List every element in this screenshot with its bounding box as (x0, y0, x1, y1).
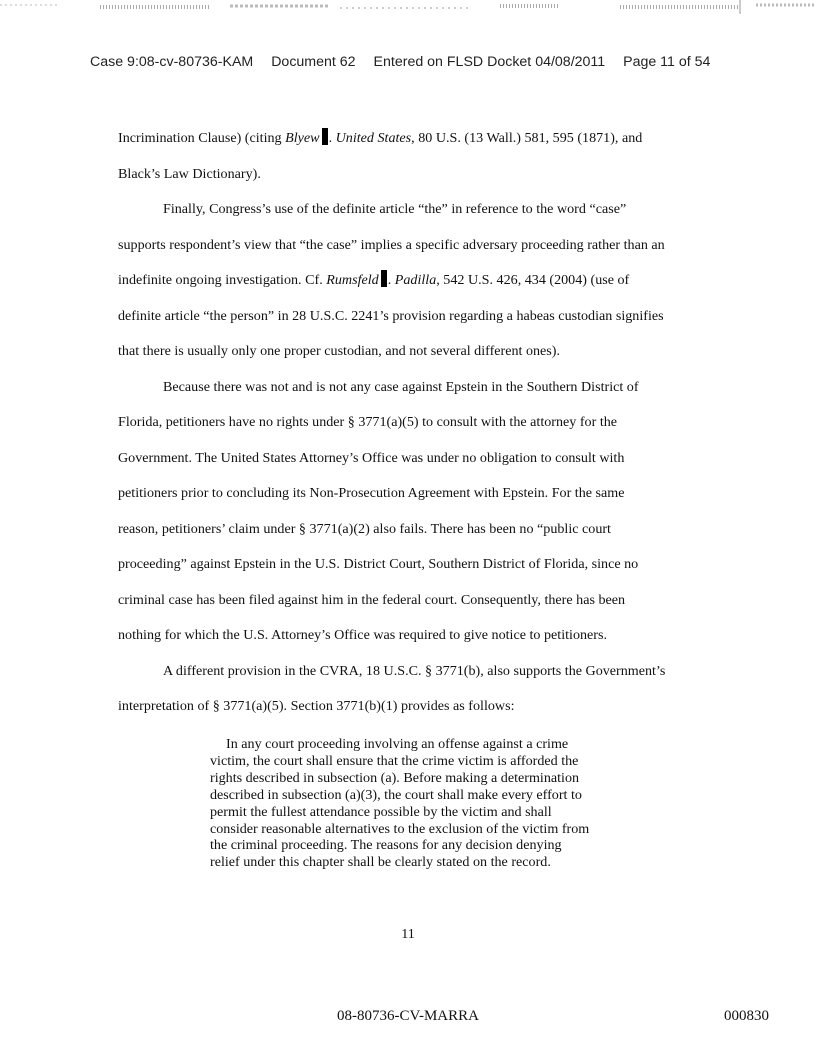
scan-artifact (0, 0, 816, 14)
text-line: supports respondent’s view that “the case” implies a specific adversary proceeding rather than an (118, 236, 665, 253)
bates-number: 000830 (724, 1008, 769, 1024)
redaction-bar (381, 270, 387, 287)
text-line: reason, petitioners’ claim under § 3771(a)(2) also fails. There has been no “public court (118, 520, 611, 537)
quote-line: victim, the court shall ensure that the crime victim is afforded the (210, 752, 579, 769)
text-line: Finally, Congress’s use of the definite article “the” in reference to the word “case” (163, 201, 627, 217)
text-line: A different provision in the CVRA, 18 U.S.C. § 3771(b), also supports the Government’s (163, 662, 666, 679)
quote-line: the criminal proceeding. The reasons for any decision denying (210, 837, 562, 854)
document-number: Document 62 (271, 54, 356, 70)
docket-entry-date: Entered on FLSD Docket 04/08/2011 (373, 54, 606, 70)
text-line: criminal case has been filed against him in the federal court. Consequently, there has been (118, 591, 626, 608)
docket-header (90, 54, 790, 70)
statute-block-quote (210, 736, 630, 871)
text-line: Black’s Law Dictionary). (118, 165, 261, 182)
case-name: Padilla (394, 272, 437, 288)
quote-line: permit the fullest attendance possible by the victim and shall (210, 803, 552, 820)
text-line: proceeding” against Epstein in the U.S. District Court, Southern District of Florida, since no (118, 556, 639, 572)
text-line: definite article “the person” in 28 U.S.C. 2241’s provision regarding a habeas custodian signifies (118, 307, 664, 324)
page-of-total: Page 11 of 54 (623, 54, 711, 70)
text-line: Because there was not and is not any case against Epstein in the Southern District of (163, 378, 639, 395)
body-text (118, 121, 718, 725)
quote-line: consider reasonable alternatives to the exclusion of the victim from (210, 820, 590, 837)
text-line: Incrimination Clause) (citing Blyew . United States, 80 U.S. (13 Wall.) 581, 595 (1871), and (118, 130, 643, 146)
redaction-bar (322, 128, 328, 145)
page-number: 11 (401, 926, 415, 942)
quote-line: described in subsection (a)(3), the court shall make every effort to (210, 786, 582, 803)
footer-case-id: 08-80736-CV-MARRA (337, 1008, 479, 1024)
text-line: nothing for which the U.S. Attorney’s Office was required to give notice to petitioners. (118, 627, 607, 643)
text-line: that there is usually only one proper custodian, and not several different ones). (118, 343, 560, 359)
case-name: United States (335, 130, 412, 146)
text-line: indefinite ongoing investigation. Cf. Rumsfeld . Padilla, 542 U.S. 426, 434 (2004) (use of (118, 272, 630, 288)
quote-line: rights described in subsection (a). Before making a determination (210, 769, 580, 786)
quote-line: In any court proceeding involving an offense against a crime (226, 736, 569, 752)
case-number: Case 9:08-cv-80736-KAM (90, 54, 254, 70)
text-line: petitioners prior to concluding its Non-Prosecution Agreement with Epstein. For the same (118, 485, 625, 501)
text-line: interpretation of § 3771(a)(5). Section 3771(b)(1) provides as follows: (118, 698, 515, 714)
quote-line: relief under this chapter shall be clearly stated on the record. (210, 854, 551, 871)
case-name: Rumsfeld (326, 272, 379, 288)
case-name: Blyew (285, 130, 320, 146)
text-line: Government. The United States Attorney’s Office was under no obligation to consult with (118, 449, 625, 466)
text-line: Florida, petitioners have no rights under § 3771(a)(5) to consult with the attorney for the (118, 414, 618, 430)
